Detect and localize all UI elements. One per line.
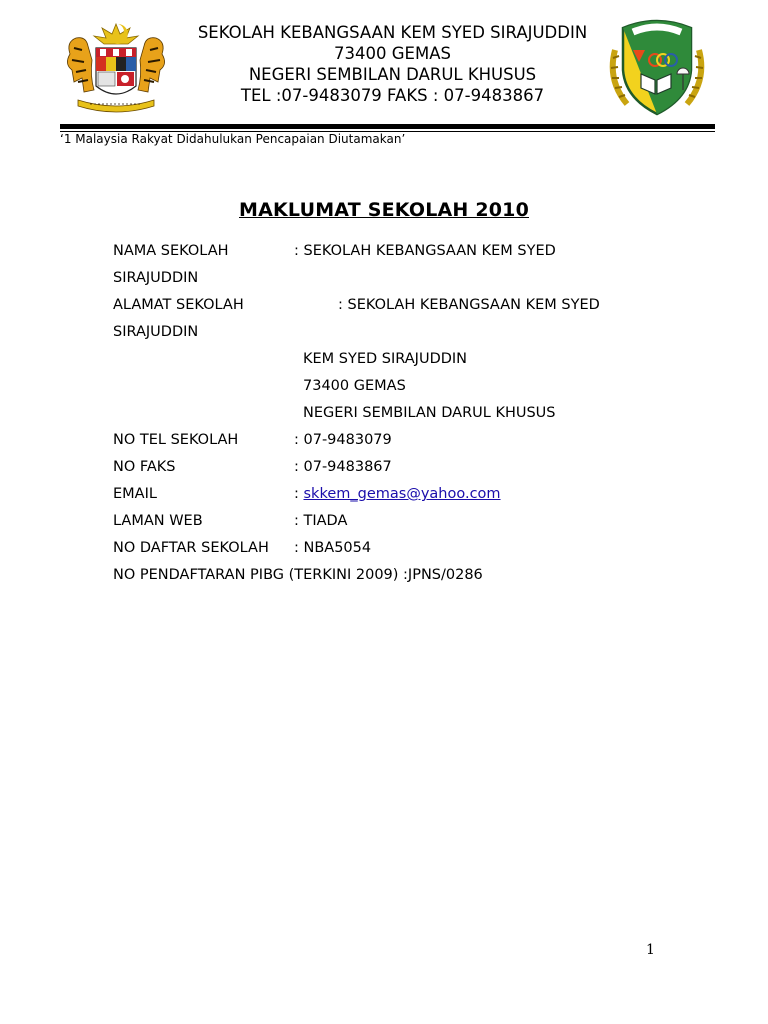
info-row-web	[113, 510, 713, 537]
school-info-block	[113, 240, 713, 591]
faks-label: NO FAKS	[113, 459, 176, 475]
info-row-alamat-cont	[113, 321, 713, 348]
info-row-pibg	[113, 564, 713, 591]
nama-label: NAMA SEKOLAH	[113, 243, 229, 259]
pibg-line: NO PENDAFTARAN PIBG (TERKINI 2009) :JPNS/0286	[113, 567, 483, 583]
faks-value: : 07-9483867	[294, 459, 392, 475]
info-row-email	[113, 483, 713, 510]
school-crest-icon	[603, 10, 711, 122]
alamat-value-cont: SIRAJUDDIN	[113, 324, 199, 340]
malaysia-coat-of-arms-icon	[62, 20, 170, 118]
postcode-line: 73400 GEMAS	[334, 44, 451, 63]
school-motto: ‘1 Malaysia Rakyat Didahulukan Pencapaian Diutamakan’	[60, 132, 406, 146]
tel-value: : 07-9483079	[294, 432, 392, 448]
info-row-daftar	[113, 537, 713, 564]
address-line-3: NEGERI SEMBILAN DARUL KHUSUS	[303, 405, 556, 421]
info-row-tel	[113, 429, 713, 456]
contact-line: TEL :07-9483079 FAKS : 07-9483867	[240, 86, 545, 105]
info-row-nama	[113, 240, 713, 267]
header-rule-thick	[60, 124, 715, 129]
web-label: LAMAN WEB	[113, 513, 203, 529]
email-colon: :	[294, 486, 299, 502]
nama-value-cont: SIRAJUDDIN	[113, 270, 199, 286]
daftar-value: : NBA5054	[294, 540, 372, 556]
address-line-2: 73400 GEMAS	[303, 378, 406, 394]
state-line: NEGERI SEMBILAN DARUL KHUSUS	[248, 65, 537, 84]
email-label: EMAIL	[113, 486, 157, 502]
info-row-faks	[113, 456, 713, 483]
document-title: MAKLUMAT SEKOLAH 2010	[239, 199, 529, 221]
alamat-label: ALAMAT SEKOLAH	[113, 297, 244, 313]
email-value-wrap	[294, 483, 501, 505]
daftar-label: NO DAFTAR SEKOLAH	[113, 540, 269, 556]
info-row-alamat	[113, 294, 713, 321]
address-line-1: KEM SYED SIRAJUDDIN	[303, 351, 468, 367]
info-row-nama-cont	[113, 267, 713, 294]
address-line	[113, 348, 713, 375]
address-line	[113, 402, 713, 429]
address-line	[113, 375, 713, 402]
tel-label: NO TEL SEKOLAH	[113, 432, 239, 448]
web-value: : TIADA	[294, 513, 348, 529]
alamat-value: : SEKOLAH KEBANGSAAN KEM SYED	[338, 297, 600, 313]
letterhead	[170, 22, 615, 106]
email-link[interactable]: skkem_gemas@yahoo.com	[303, 486, 501, 502]
school-name-line: SEKOLAH KEBANGSAAN KEM SYED SIRAJUDDIN	[197, 23, 588, 42]
page-number: 1	[646, 942, 655, 958]
nama-value: : SEKOLAH KEBANGSAAN KEM SYED	[294, 243, 556, 259]
